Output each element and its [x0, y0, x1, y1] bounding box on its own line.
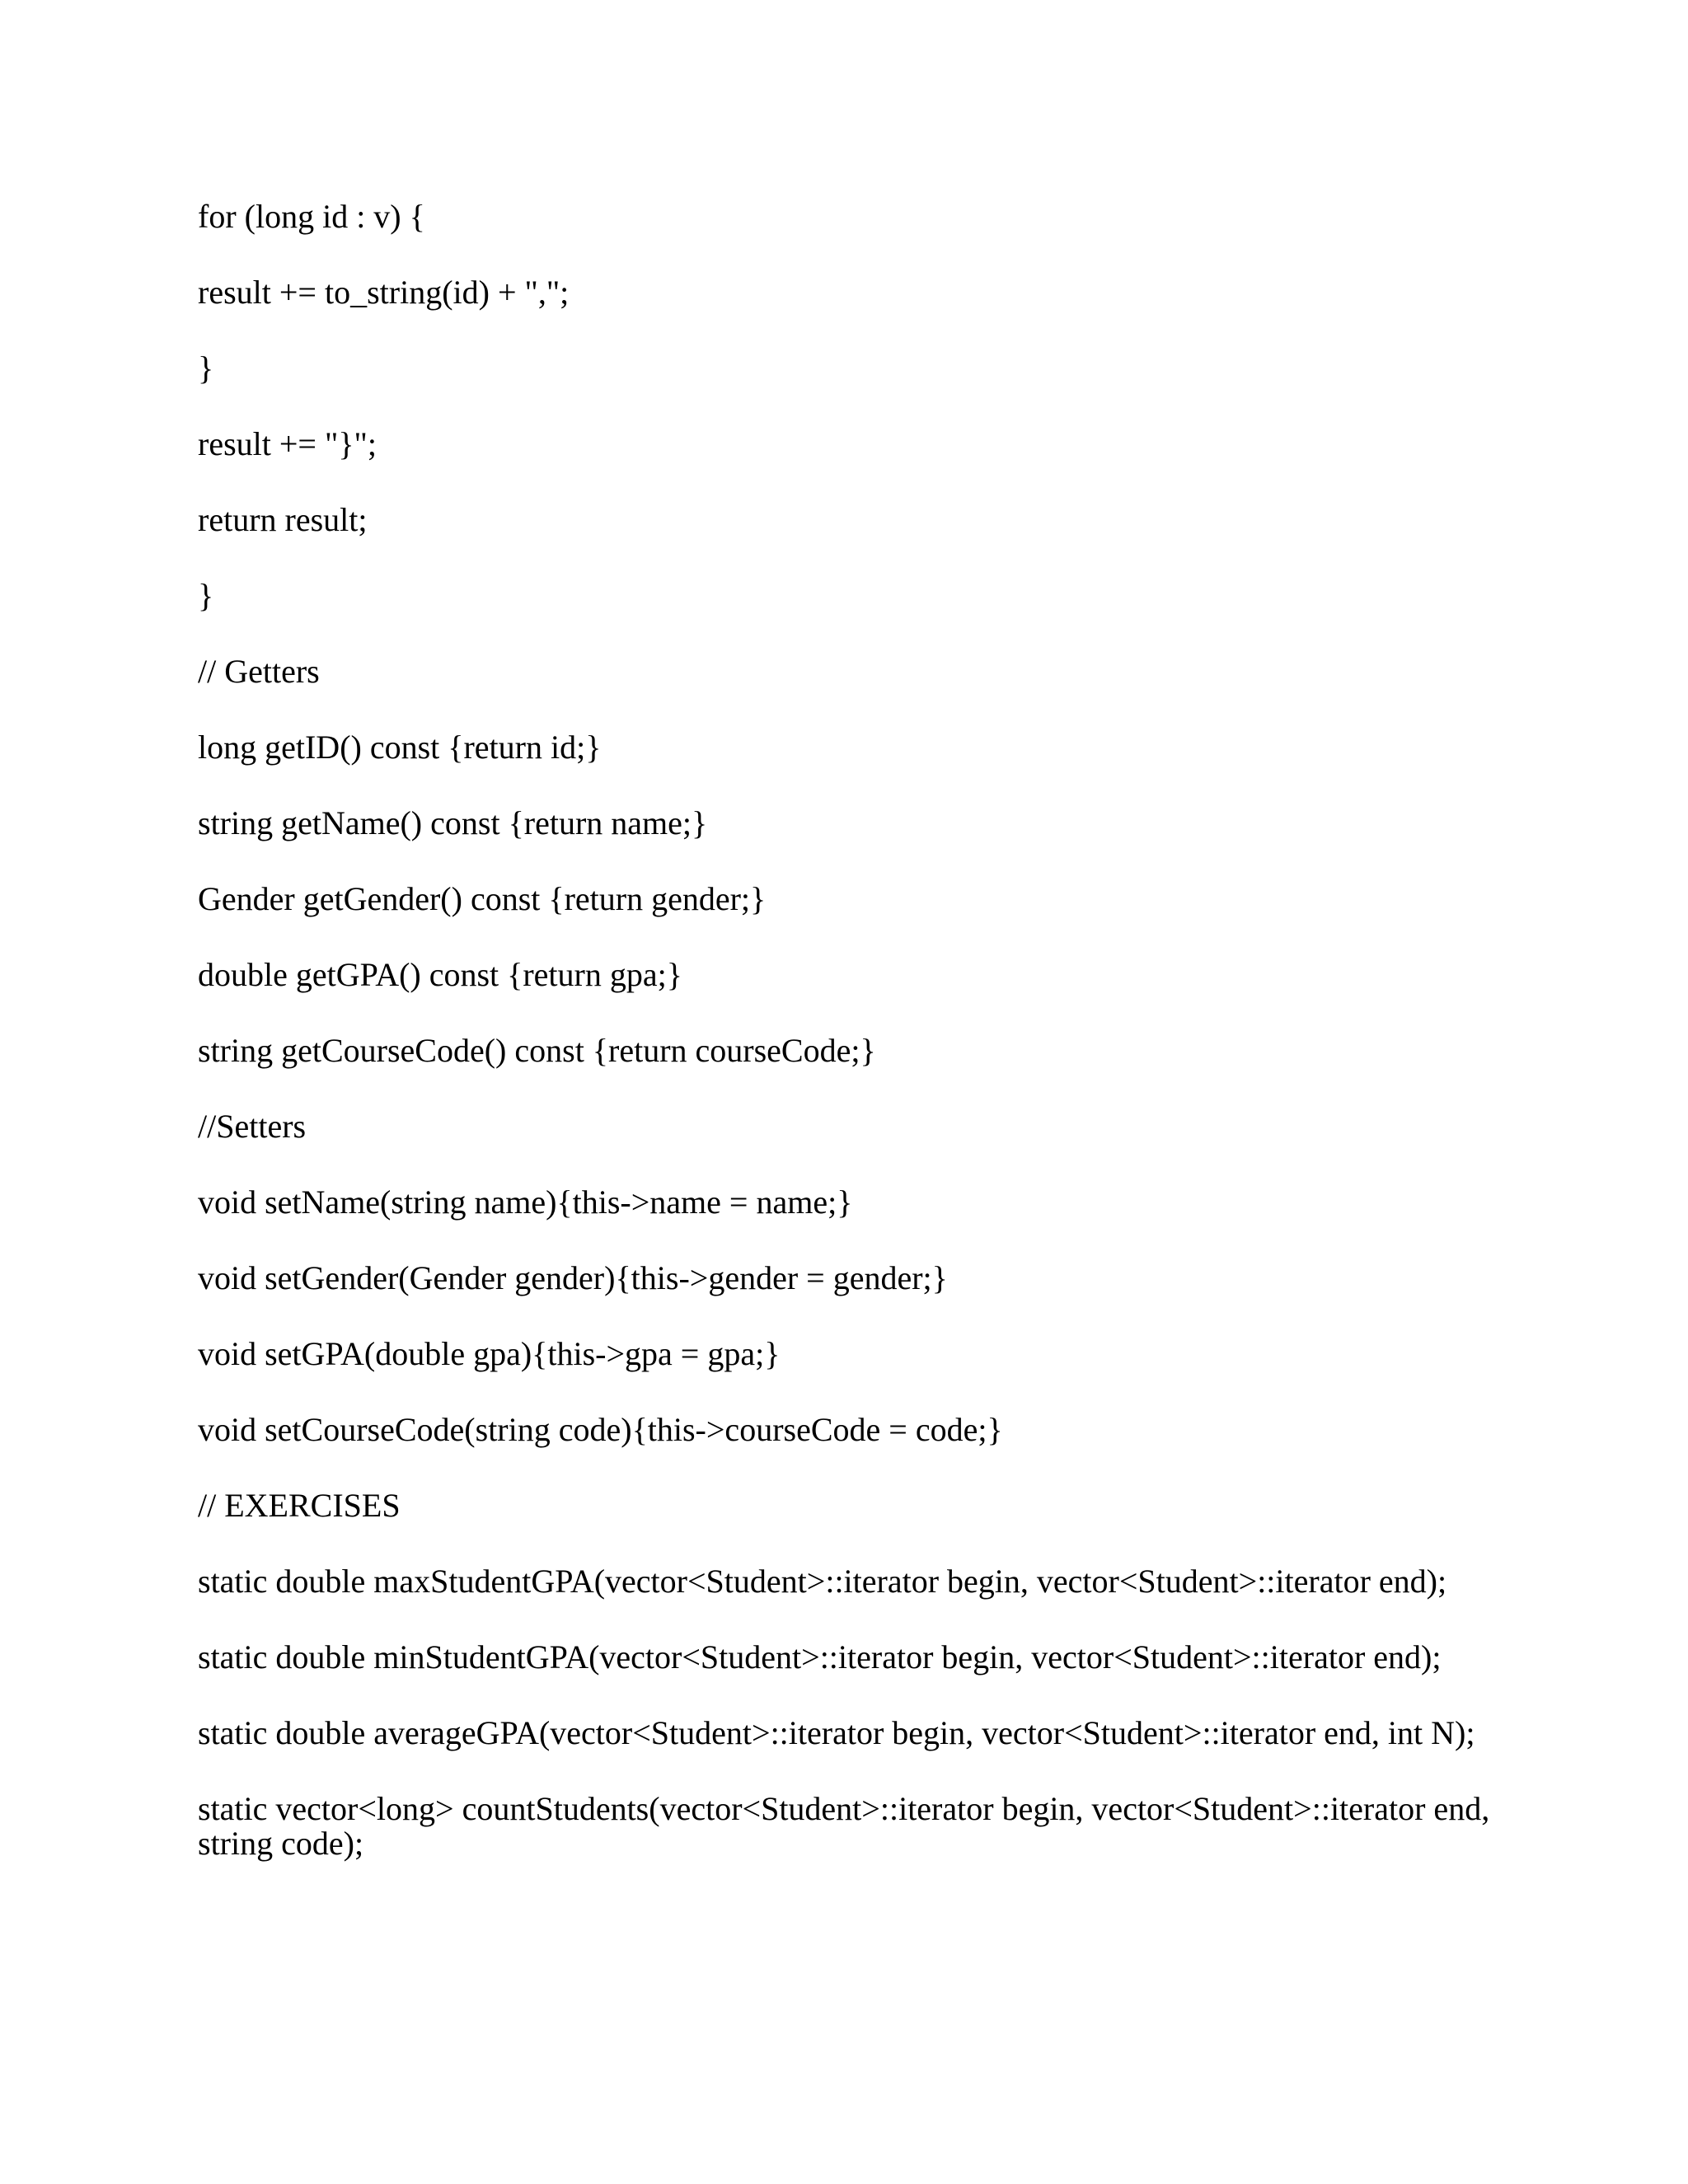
code-line: result += "}"; — [198, 425, 377, 462]
code-line: return result; — [198, 501, 368, 538]
code-line: string getName() const {return name;} — [198, 804, 708, 841]
code-line: void setCourseCode(string code){this->courseCode = code;} — [198, 1411, 1003, 1448]
code-line: string getCourseCode() const {return courseCode;} — [198, 1032, 876, 1069]
code-line: static double minStudentGPA(vector<Student>::iterator begin, vector<Student>::iterator end); — [198, 1638, 1442, 1675]
code-line: void setName(string name){this->name = name;} — [198, 1183, 853, 1221]
code-line: long getID() const {return id;} — [198, 729, 602, 766]
code-line: void setGPA(double gpa){this->gpa = gpa;} — [198, 1335, 781, 1372]
code-line: static vector<long> countStudents(vector<Student>::iterator begin, vector<Student>::iterator end, string code); — [198, 1790, 1490, 1862]
code-line: static double maxStudentGPA(vector<Student>::iterator begin, vector<Student>::iterator end); — [198, 1563, 1447, 1600]
code-comment: //Setters — [198, 1108, 307, 1145]
code-line: } — [198, 349, 214, 387]
code-line: double getGPA() const {return gpa;} — [198, 956, 682, 993]
code-line: static double averageGPA(vector<Student>::iterator begin, vector<Student>::iterator end, int N); — [198, 1714, 1475, 1751]
code-line: void setGender(Gender gender){this->gender = gender;} — [198, 1259, 948, 1296]
code-line: for (long id : v) { — [198, 198, 425, 235]
code-comment: // EXERCISES — [198, 1487, 401, 1524]
code-line: } — [198, 577, 214, 614]
code-comment: // Getters — [198, 653, 320, 690]
code-line: result += to_string(id) + ","; — [198, 274, 570, 311]
code-line: Gender getGender() const {return gender;} — [198, 880, 767, 917]
